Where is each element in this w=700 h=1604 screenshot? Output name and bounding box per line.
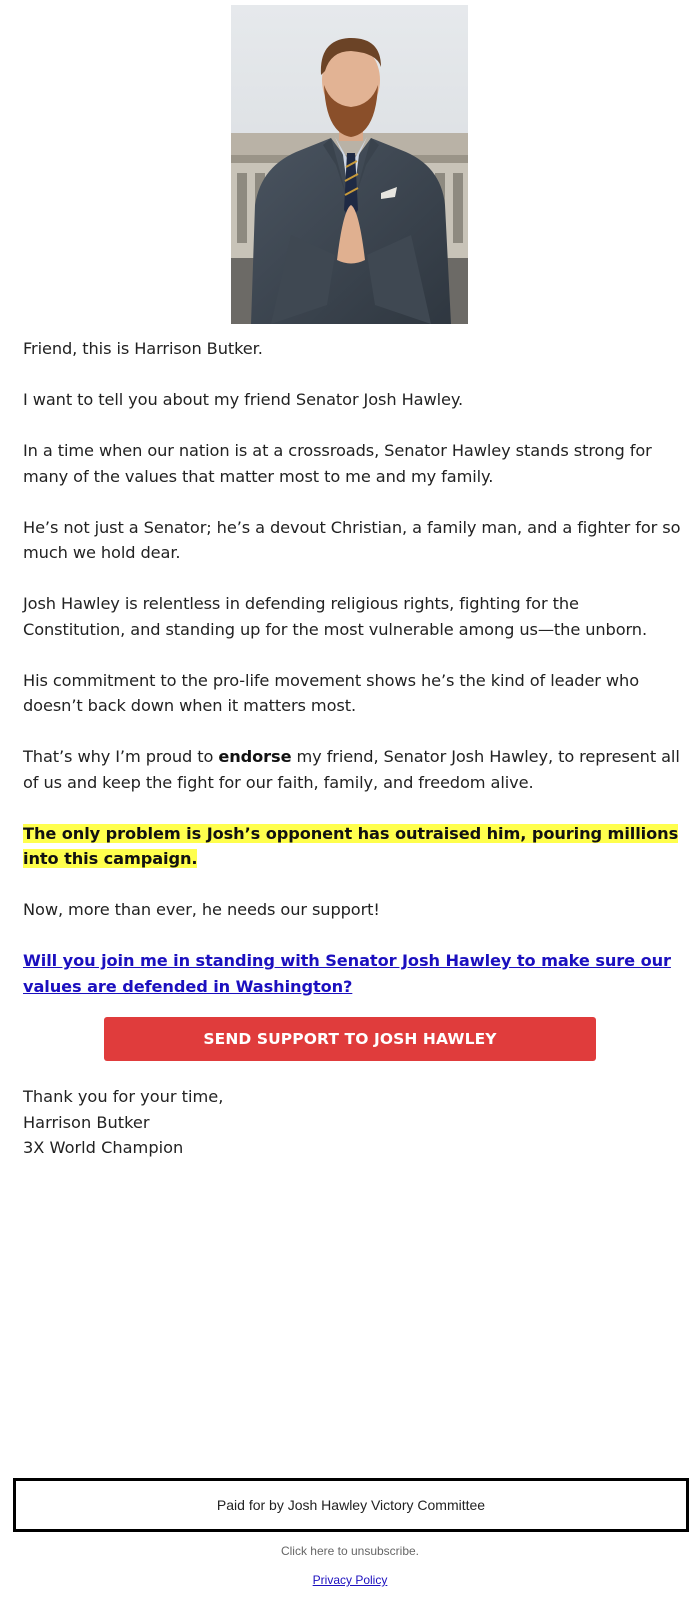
send-support-button[interactable]: SEND SUPPORT TO JOSH HAWLEY — [104, 1017, 596, 1061]
paragraph-crossroads: In a time when our nation is at a crossroads, Senator Hawley stands strong for many of the values that matter most to me and my family. — [23, 441, 652, 486]
endorse-text-after: my friend, Senator Josh Hawley, to represent all of us and keep the fight for our faith, family, and freedom alive. — [23, 747, 680, 792]
highlight-text: The only problem is Josh’s opponent has outraised him, pouring millions into this campaign. — [23, 823, 679, 868]
signoff — [23, 1084, 223, 1161]
signoff-thanks: Thank you for your time, — [23, 1087, 224, 1106]
portrait-photo — [231, 5, 468, 324]
paragraph-intro: I want to tell you about my friend Senator Josh Hawley. — [23, 390, 464, 409]
unsubscribe-link[interactable]: Click here to unsubscribe. — [280, 1544, 420, 1558]
endorse-bold: endorse — [218, 747, 292, 766]
paragraph-devout: He’s not just a Senator; he’s a devout Christian, a family man, and a fighter for so much we hold dear. — [23, 517, 681, 562]
paragraph-cta — [23, 948, 683, 999]
paragraph-relentless: Josh Hawley is relentless in defending religious rights, fighting for the Constitution, and standing up for the most vulnerable among us—the unborn. — [23, 594, 647, 639]
paragraph-pro-life: His commitment to the pro-life movement shows he’s the kind of leader who doesn’t back down when it matters most. — [23, 670, 640, 715]
privacy-policy — [0, 1573, 700, 1587]
privacy-policy-link[interactable]: Privacy Policy — [312, 1573, 388, 1587]
endorse-text-before: That’s why I’m proud to — [23, 747, 219, 766]
signoff-title: 3X World Champion — [23, 1138, 184, 1157]
signoff-name: Harrison Butker — [23, 1112, 150, 1132]
paragraph-endorse — [23, 744, 683, 795]
paid-for-disclaimer: Paid for by Josh Hawley Victory Committee — [13, 1478, 689, 1532]
cta-link[interactable]: Will you join me in standing with Senator Josh Hawley to make sure our values are defended in Washington? — [23, 951, 671, 996]
greeting: Friend, this is Harrison Butker. — [23, 339, 263, 358]
letter-body — [23, 336, 683, 1025]
paragraph-support: Now, more than ever, he needs our support! — [23, 900, 380, 919]
paragraph-highlight — [23, 821, 683, 872]
